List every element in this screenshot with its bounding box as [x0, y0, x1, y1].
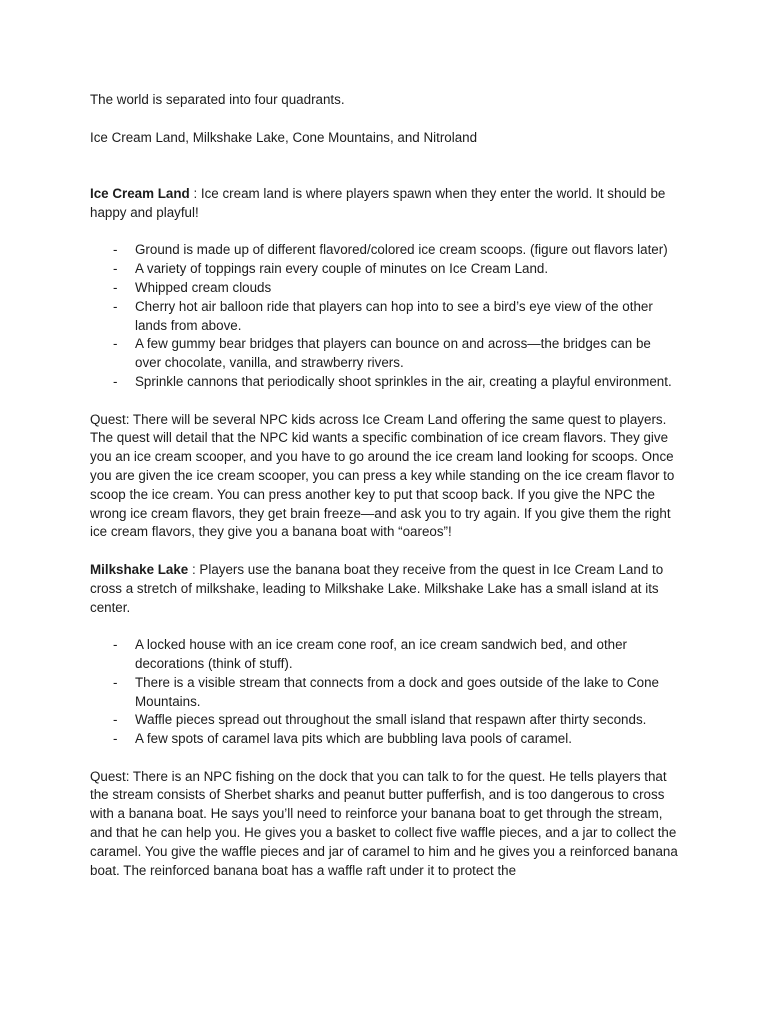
- milkshake-lake-description: : Players use the banana boat they receive from the quest in Ice Cream Land to cross a stretch of milkshake, leading to Milkshake Lake. Milkshake Lake has a small island at its center.: [90, 561, 664, 615]
- list-item-text: Ground is made up of different flavored/colored ice cream scoops. (figure out flavors later): [135, 242, 668, 258]
- list-item: [90, 298, 680, 336]
- list-item: [90, 730, 680, 749]
- list-item: [90, 711, 680, 730]
- intro-line-1: The world is separated into four quadrants.: [90, 92, 345, 107]
- spacer: [90, 617, 680, 636]
- dash-bullet: -: [113, 279, 118, 295]
- spacer: [90, 392, 680, 411]
- spacer: [90, 749, 680, 768]
- list-item-text: Sprinkle cannons that periodically shoot sprinkles in the air, creating a playful environment.: [135, 373, 672, 389]
- dash-bullet: -: [113, 261, 118, 277]
- dash-bullet: -: [113, 336, 118, 352]
- milkshake-lake-paragraph: [90, 561, 680, 617]
- list-item: [90, 674, 680, 712]
- list-item-text: Waffle pieces spread out throughout the small island that respawn after thirty seconds.: [135, 712, 647, 728]
- list-item-text: There is a visible stream that connects from a dock and goes outside of the lake to Cone Mountains.: [135, 674, 660, 709]
- list-item-text: Whipped cream clouds: [135, 279, 272, 295]
- list-item: [90, 260, 680, 279]
- document-page: [90, 91, 680, 880]
- list-item-text: A few spots of caramel lava pits which are bubbling lava pools of caramel.: [135, 731, 572, 747]
- spacer: [90, 223, 680, 242]
- list-item: [90, 373, 680, 392]
- dash-bullet: -: [113, 712, 118, 728]
- list-item-text: A variety of toppings rain every couple of minutes on Ice Cream Land.: [135, 261, 549, 277]
- ice-cream-land-paragraph: [90, 185, 680, 223]
- intro-line-2: Ice Cream Land, Milkshake Lake, Cone Mountains, and Nitroland: [90, 129, 478, 145]
- dash-bullet: -: [113, 373, 118, 389]
- list-item-text: A locked house with an ice cream cone roof, an ice cream sandwich bed, and other decorations (think of stuff).: [135, 637, 628, 671]
- dash-bullet: -: [113, 674, 118, 690]
- spacer: [90, 110, 680, 129]
- ice-cream-land-description: : Ice cream land is where players spawn when they enter the world. It should be happy and playful!: [90, 185, 666, 220]
- list-item-text: A few gummy bear bridges that players can bounce on and across—the bridges can be over chocolate, vanilla, and strawberry rivers.: [135, 336, 651, 371]
- dash-bullet: -: [113, 637, 118, 653]
- milkshake-lake-bullet-list: [90, 636, 680, 749]
- ice-cream-land-bullet-list: [90, 241, 680, 391]
- dash-bullet: -: [113, 298, 118, 314]
- ice-cream-land-quest: Quest: There will be several NPC kids across Ice Cream Land offering the same quest to players. The quest will detail that the NPC kid wants a specific combination of ice cream flavors. They give you an ice cream scooper, and you have to go around the ice cream land looking for scoops. Once you are given the ice cream scooper, you can press a key while standing on the ice cream flavor to scoop the ice cream. You can press another key to put that scoop back. If you give the NPC the wrong ice cream flavors, they get brain freeze—and ask you to try again. If you give them the right ice cream flavors, they give you a banana boat with “oareos”!: [90, 411, 675, 540]
- milkshake-lake-quest: Quest: There is an NPC fishing on the dock that you can talk to for the quest. He tells players that the stream consists of Sherbet sharks and peanut butter pufferfish, and is too dangerous to cross with a banana boat. He says you’ll need to reinforce your banana boat to get through the stream, and that he can help you. He gives you a basket to collect five waffle pieces, and a jar to collect the caramel. You give the waffle pieces and jar of caramel to him and he gives you a reinforced banana boat. The reinforced banana boat has a waffle raft under it to protect the: [90, 768, 678, 878]
- dash-bullet: -: [113, 731, 118, 747]
- spacer: [90, 542, 680, 561]
- list-item: [90, 279, 680, 298]
- list-item: [90, 241, 680, 260]
- list-item-text: Cherry hot air balloon ride that players can hop into to see a bird’s eye view of the other lands from above.: [135, 298, 653, 333]
- milkshake-lake-heading: Milkshake Lake: [90, 561, 189, 577]
- dash-bullet: -: [113, 242, 118, 258]
- ice-cream-land-heading: Ice Cream Land: [90, 185, 190, 201]
- spacer: [90, 147, 680, 185]
- list-item: [90, 335, 680, 373]
- list-item: [90, 636, 680, 674]
